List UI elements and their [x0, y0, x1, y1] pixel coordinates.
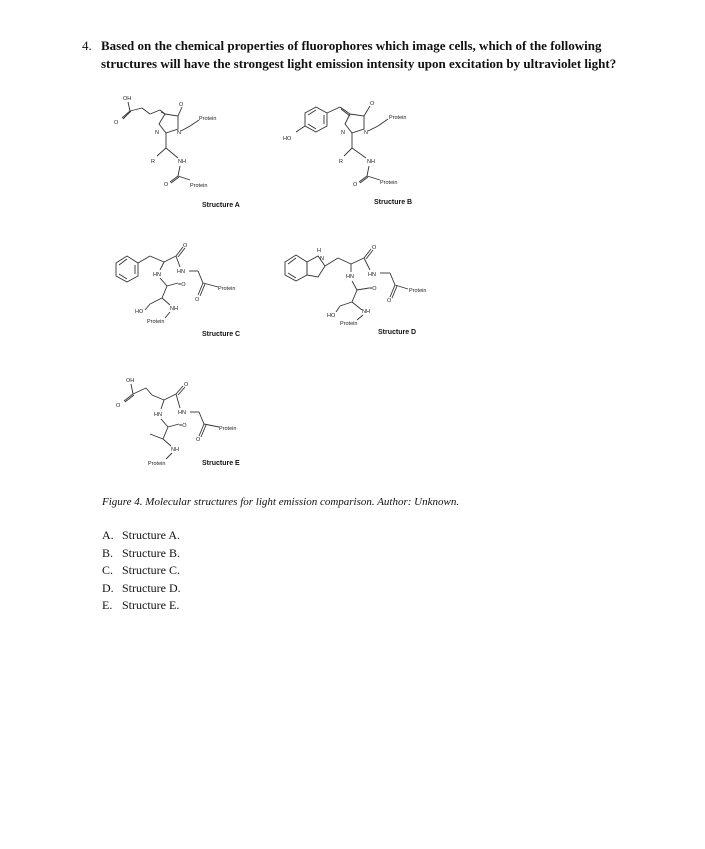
option-text: Structure E.: [122, 598, 180, 612]
structure-e-hn2: HN: [178, 410, 186, 416]
option-text: Structure B.: [122, 545, 180, 560]
structure-a-r: R: [151, 159, 155, 165]
structure-d-h: H: [317, 248, 321, 254]
structure-e-nh: NH: [171, 447, 179, 453]
question-text: Based on the chemical properties of fluorophores which image cells, which of the following structures will have the strongest light emission intensity upon excitation by ultraviolet light?: [101, 38, 617, 71]
structure-a-protein2: Protein: [190, 183, 208, 189]
structure-a-n2: N: [155, 130, 159, 136]
structure-a-o2: O: [179, 102, 184, 108]
structure-d-ho: HO: [327, 313, 336, 319]
answer-options: [102, 527, 181, 615]
structure-a-n1: N: [177, 130, 181, 136]
option-c[interactable]: [102, 562, 181, 580]
structure-c: [116, 243, 240, 338]
structure-c-eqo: =O: [178, 282, 186, 288]
structure-c-ho: HO: [135, 309, 144, 315]
figure-caption: Figure 4. Molecular structures for light emission comparison. Author: Unknown.: [102, 496, 460, 508]
option-letter: C.: [102, 563, 114, 577]
option-letter: B.: [102, 545, 114, 560]
structure-a-o1: O: [114, 120, 119, 126]
structure-e-o3: O: [196, 437, 201, 443]
structure-d: [285, 245, 426, 336]
option-a[interactable]: [102, 527, 181, 545]
structure-a-nh: NH: [178, 159, 186, 165]
structure-d-o1: O: [372, 245, 377, 251]
structure-c-protein1: Protein: [218, 286, 236, 292]
structure-d-hn1: HN: [346, 274, 354, 280]
structure-a-oh: OH: [123, 96, 132, 102]
question-number: 4.: [82, 38, 92, 53]
structure-b: [283, 101, 412, 206]
structure-c-label: Structure C: [202, 331, 241, 338]
structure-e-oh: OH: [126, 378, 135, 384]
structure-d-protein1: Protein: [409, 288, 427, 294]
structure-b-o2: O: [353, 182, 358, 188]
structure-d-o2: O: [387, 298, 392, 304]
structure-c-hn2: HN: [177, 269, 185, 275]
structure-d-label: Structure D: [378, 329, 417, 336]
structure-e-o1: O: [116, 403, 121, 409]
option-letter: E.: [102, 598, 113, 612]
structure-a-o3: O: [164, 182, 169, 188]
structure-b-n2: N: [341, 130, 345, 136]
option-letter: D.: [102, 580, 114, 595]
structure-e-hn1: HN: [154, 412, 162, 418]
option-letter: A.: [102, 528, 114, 542]
structure-e-eqo: =O: [179, 423, 187, 429]
structure-d-nh: NH: [362, 309, 370, 315]
option-d[interactable]: [102, 580, 181, 598]
structure-b-protein2: Protein: [380, 180, 398, 186]
structure-d-n: N: [320, 256, 324, 262]
structure-e-protein1: Protein: [219, 426, 237, 432]
structure-a-protein1: Protein: [199, 116, 217, 122]
structure-b-ho: HO: [283, 136, 292, 142]
structure-a: [114, 96, 240, 209]
structure-b-n1: N: [364, 130, 368, 136]
structure-a-label: Structure A: [202, 202, 240, 209]
option-text: Structure D.: [122, 580, 181, 595]
structure-b-label: Structure B: [374, 199, 413, 206]
structure-e-o2: O: [184, 382, 189, 388]
option-text: Structure A.: [122, 528, 180, 542]
structure-b-r: R: [339, 159, 343, 165]
structure-b-nh: NH: [367, 159, 375, 165]
structure-d-eqo: =O: [369, 286, 377, 292]
structure-b-o1: O: [370, 101, 375, 107]
structure-c-hn1: HN: [153, 272, 161, 278]
structure-d-protein2: Protein: [340, 321, 358, 327]
structure-c-o2: O: [195, 297, 200, 303]
option-text: Structure C.: [122, 563, 180, 577]
structure-e-label: Structure E: [202, 460, 240, 467]
structure-c-protein2: Protein: [147, 319, 165, 325]
structure-c-nh: NH: [170, 306, 178, 312]
structure-e: [116, 378, 240, 467]
option-e[interactable]: [102, 597, 181, 615]
structure-c-o1: O: [183, 243, 188, 249]
structure-d-hn2: HN: [368, 272, 376, 278]
structure-b-protein1: Protein: [389, 115, 407, 121]
option-b[interactable]: [102, 545, 181, 563]
structure-e-protein2: Protein: [148, 461, 166, 467]
